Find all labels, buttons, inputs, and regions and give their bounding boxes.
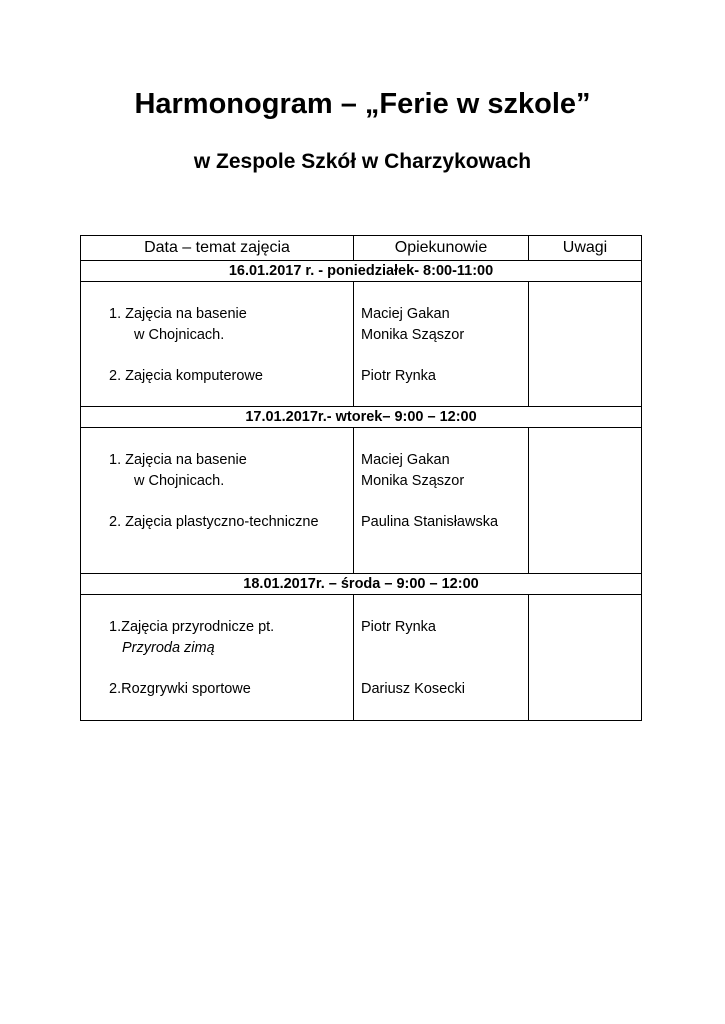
caretaker-name: Piotr Rynka xyxy=(361,368,436,384)
caretaker-name: Paulina Stanisławska xyxy=(361,514,499,530)
day-activities-row xyxy=(81,428,642,574)
activity-item: 1. Zajęcia na basenie xyxy=(109,452,247,468)
activities-cell xyxy=(81,428,354,574)
day-date: 18.01.2017r. – środa – 9:00 – 12:00 xyxy=(81,574,642,595)
day-date: 17.01.2017r.- wtorek– 9:00 – 12:00 xyxy=(81,407,642,428)
activity-item: 1.Zajęcia przyrodnicze pt. xyxy=(109,619,275,635)
day-date-row xyxy=(81,261,642,282)
activity-item-continuation: w Chojnicach. xyxy=(134,472,225,489)
caretaker-name: Maciej Gakan xyxy=(361,452,450,468)
activities-cell xyxy=(81,282,354,407)
activity-item: 2. Zajęcia komputerowe xyxy=(109,368,263,384)
caretaker-name: Monika Sząszor xyxy=(361,326,465,343)
notes-cell xyxy=(529,595,642,721)
document-subtitle: w Zespole Szkół w Charzykowach xyxy=(193,150,532,173)
column-header-topic: Data – temat zajęcia xyxy=(81,236,354,261)
day-activities-row xyxy=(81,282,642,407)
caretaker-name: Maciej Gakan xyxy=(361,306,450,322)
activity-item: 2. Zajęcia plastyczno-techniczne xyxy=(109,514,319,530)
caretakers-cell xyxy=(354,595,529,721)
column-header-notes: Uwagi xyxy=(529,236,642,261)
notes-cell xyxy=(529,428,642,574)
caretaker-name: Piotr Rynka xyxy=(361,619,436,635)
caretakers-cell xyxy=(354,282,529,407)
day-date: 16.01.2017 r. - poniedziałek- 8:00-11:00 xyxy=(81,261,642,282)
day-activities-row xyxy=(81,595,642,721)
activity-item: 1. Zajęcia na basenie xyxy=(109,306,247,322)
activities-cell xyxy=(81,595,354,721)
activity-item: 2.Rozgrywki sportowe xyxy=(109,681,251,697)
day-date-row xyxy=(81,574,642,595)
activity-item-continuation: Przyroda zimą xyxy=(122,639,215,656)
column-header-caretakers: Opiekunowie xyxy=(354,236,529,261)
day-date-row xyxy=(81,407,642,428)
caretaker-name: Monika Sząszor xyxy=(361,472,465,489)
caretaker-name: Dariusz Kosecki xyxy=(361,681,465,697)
table-header-row xyxy=(81,236,642,261)
notes-cell xyxy=(529,282,642,407)
caretakers-cell xyxy=(354,428,529,574)
schedule-table xyxy=(80,235,642,721)
activity-item-continuation: w Chojnicach. xyxy=(134,326,225,343)
document-title: Harmonogram – „Ferie w szkole” xyxy=(134,88,591,120)
